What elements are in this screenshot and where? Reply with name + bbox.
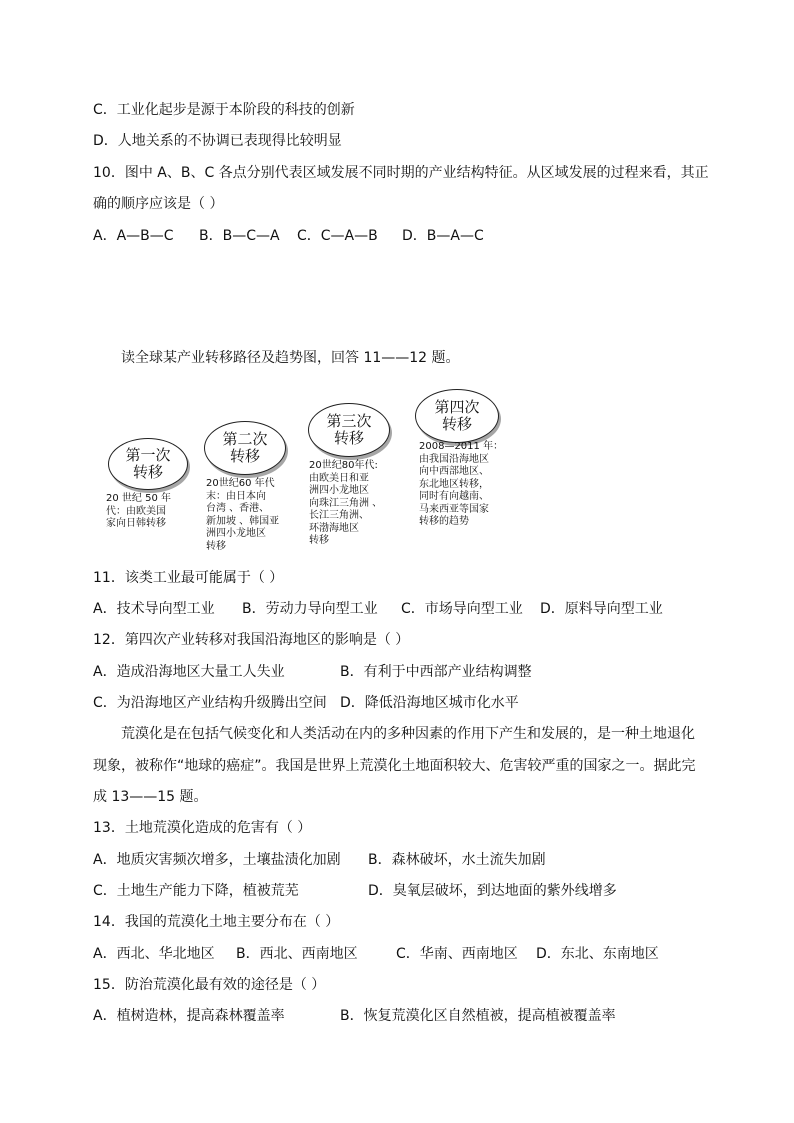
stage-4-title-line2: 转移 — [441, 415, 472, 433]
q11-option-a: A．技术导向型工业 — [93, 601, 215, 617]
q14-option-b: B．西北、西南地区 — [236, 946, 358, 962]
stage-2-title-line1: 第二次 — [222, 430, 268, 448]
q10-option-d: D．B—A—C — [402, 228, 484, 244]
stage-1-bubble — [108, 438, 188, 490]
q13-option-d: D．臭氧层破坏，到达地面的紫外线增多 — [368, 883, 617, 899]
stage-2-bubble — [204, 421, 286, 475]
q10-stem-line2: 确的顺序应该是（ ） — [93, 196, 224, 212]
q12-option-b: B．有利于中西部产业结构调整 — [340, 664, 532, 680]
stage-1-title-line1: 第一次 — [125, 446, 171, 464]
intro-13-15-line2: 现象，被称作“地球的癌症”。我国是世界上荒漠化土地面积较大、危害较严重的国家之一。据此完 — [93, 758, 696, 774]
q11-option-d: D．原料导向型工业 — [540, 601, 663, 617]
q14-option-a: A．西北、华北地区 — [93, 946, 215, 962]
stage-3-bubble — [308, 403, 390, 457]
q13-stem: 13．土地荒漠化造成的危害有（ ） — [93, 820, 312, 836]
stage-3-description: 20世纪80年代: 由欧美日和亚 洲四小龙地区 向珠江三角洲 、 长江三角洲、 环渤海地区 转移 — [309, 460, 383, 546]
q12-option-c: C．为沿海地区产业结构升级腾出空间 — [93, 695, 327, 711]
q12-stem: 12．第四次产业转移对我国沿海地区的影响是（ ） — [93, 632, 410, 648]
stage-1-description: 20 世纪 50 年 代：由欧美国 家向日韩转移 — [106, 493, 171, 529]
q13-option-c: C．土地生产能力下降，植被荒芜 — [93, 883, 299, 899]
q13-option-b: B．森林破坏，水土流失加剧 — [368, 852, 546, 868]
q10-option-b: B．B—C—A — [199, 228, 280, 244]
stage-3-title-line1: 第三次 — [326, 412, 372, 430]
stage-2-description: 20世纪60 年代 末：由日本向 台湾 、香港、 新加坡 、韩国亚 洲四小龙地区 转移 — [206, 478, 280, 552]
stage-3-title-line2: 转移 — [333, 429, 364, 447]
q14-option-d: D．东北、东南地区 — [536, 946, 659, 962]
q10-option-c: C．C—A—B — [297, 228, 378, 244]
q15-option-a: A．植树造林，提高森林覆盖率 — [93, 1008, 285, 1024]
q14-option-c: C．华南、西南地区 — [396, 946, 518, 962]
q9-option-d: D．人地关系的不协调已表现得比较明显 — [93, 133, 342, 149]
q13-option-a: A．地质灾害频次增多，土壤盐渍化加剧 — [93, 852, 341, 868]
q10-stem-line1: 10．图中 A、B、C 各点分别代表区域发展不同时期的产业结构特征。从区域发展的过程来看，其正 — [93, 165, 709, 181]
intro-13-15-line3: 成 13——15 题。 — [93, 789, 208, 805]
intro-13-15-line1: 荒漠化是在包括气候变化和人类活动在内的多种因素的作用下产生和发展的，是一种土地退化 — [121, 726, 695, 742]
q15-stem: 15．防治荒漠化最有效的途径是（ ） — [93, 977, 326, 993]
q11-option-b: B．劳动力导向型工业 — [242, 601, 378, 617]
intro-11-12: 读全球某产业转移路径及趋势图，回答 11——12 题。 — [121, 350, 460, 366]
q15-option-b: B．恢复荒漠化区自然植被，提高植被覆盖率 — [340, 1008, 616, 1024]
q12-option-a: A．造成沿海地区大量工人失业 — [93, 664, 285, 680]
q12-option-d: D．降低沿海地区城市化水平 — [340, 695, 519, 711]
stage-4-bubble — [415, 389, 499, 443]
stage-1-title-line2: 转移 — [132, 463, 163, 481]
q11-option-c: C．市场导向型工业 — [401, 601, 523, 617]
stage-4-description: 2008—2011 年： 由我国沿海地区 向中西部地区、 东北地区转移， 同时有向越南、 马来西亚等国家 转移的趋势 — [419, 441, 504, 527]
stage-4-title-line1: 第四次 — [434, 398, 480, 416]
q14-stem: 14．我国的荒漠化土地主要分布在（ ） — [93, 914, 340, 930]
q10-option-a: A．A—B—C — [93, 228, 174, 244]
q11-stem: 11．该类工业最可能属于（ ） — [93, 570, 284, 586]
stage-2-title-line2: 转移 — [229, 447, 260, 465]
q9-option-c: C．工业化起步是源于本阶段的科技的创新 — [93, 102, 355, 118]
